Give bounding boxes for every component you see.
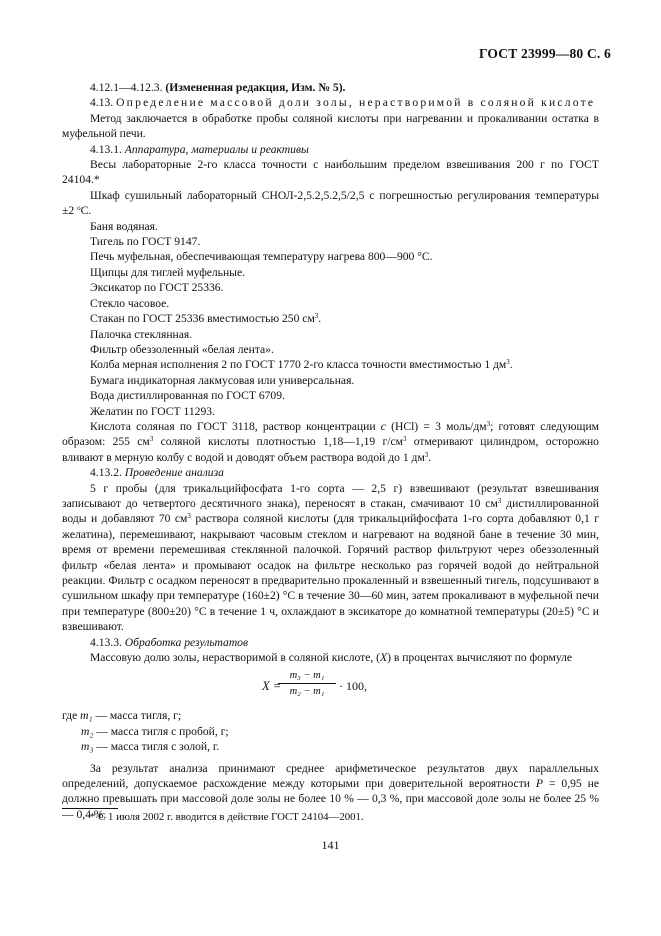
method-paragraph: Метод заключается в обработке пробы соляной кислоты при нагревании и прокаливании остатка в муфельной печи.	[62, 111, 599, 141]
equipment-item: Вода дистиллированная по ГОСТ 6709.	[90, 389, 285, 403]
clause-4-13-3: 4.13.3. Обработка результатов	[90, 635, 249, 649]
where-item: где m₁ — масса тигля, г;	[62, 709, 182, 723]
procedure-paragraph: 5 г пробы (для трикальцийфосфата 1-го сорта — 2,5 г) взвешивают (результат взвешивания записывают до четвертого десятичного знака), переносят в стакан, смачивают 10 $см^3$ дистиллированной воды и добавляют 70 $см^3$ раствора соляной кислоты (для трикальцийфосфата 1-го сорта добавляют 0,1 г желатина), перемешивают, накрывают часовым стеклом и нагревают на водяной бане в течение 30 мин, время от времени перемешивая стеклянной палочкой. Горячий раствор фильтруют через обеззоленный фильтр «белая лента» и промывают осадок на фильтре несколько раз горячей водой до нейтральной реакции. Фильтр с осадком переносят в предварительно прокаленный и взвешенный тигель, подсушивают в сушильном шкафу при температуре (160±2) °С в течение 30—60 мин, затем прокаливают в муфельной печи при температуре (800±20) °С в течение 1 ч, охлаждают в эксикаторе до комнатной температуры (20±5) °С и взвешивают.	[62, 481, 600, 634]
formula	[62, 668, 599, 704]
where-item: m₃ — масса тигля с золой, г.	[81, 740, 220, 754]
body-text	[62, 80, 599, 822]
beaker-item: Стакан по ГОСТ 25336 вместимостью 250 $см^3$.	[90, 312, 322, 326]
formula-denominator: m₂ − m₁	[289, 686, 325, 698]
clause-4-12-1: 4.12.1—4.12.3. (Измененная редакция, Изм. № 5).	[90, 81, 346, 94]
clause-4-13-1: 4.13.1. Аппаратура, материалы и реактивы	[90, 142, 309, 156]
clause-4-13-2: 4.13.2. Проведение анализа	[90, 466, 224, 480]
formula-numerator: m₃ − m₁	[278, 668, 336, 684]
oven-item: Шкаф сушильный лабораторный СНОЛ-2,5.2,5.2,5/2,5 с погрешностью регулирования температуры ±2 $^o$С.	[62, 188, 599, 218]
equipment-item: Щипцы для тиглей муфельные.	[90, 265, 245, 279]
flask-item: Колба мерная исполнения 2 по ГОСТ 1770 2-го класса точности вместимостью 1 $дм^3$.	[90, 358, 513, 372]
result-paragraph: За результат анализа принимают среднее арифметическое результатов двух параллельных определений, допускаемое расхождение между которыми при доверительной вероятности P = 0,95 не должно превышать при массовой доле золы не более 10 % — 0,3 %, при массовой доле золы не более 25 % — 0,4 %.	[62, 761, 599, 821]
where-item: m₂ — масса тигля с пробой, г;	[81, 724, 229, 738]
clause-4-13: 4.13. Определение массовой доли золы, нерастворимой в соляной кислоте	[90, 96, 596, 110]
equipment-item: Фильтр обеззоленный «белая лента».	[90, 342, 274, 356]
acid-item: Кислота соляная по ГОСТ 3118, раствор концентрации с (HCl) = 3 моль/$дм^3$; готовят следующим образом: 255 $см^3$ соляной кислоты плотностью 1,18—1,19 $г/см^3$ отмеривают цилиндром, осторожно вливают в мерную колбу с водой и доводят объем раствора водой до 1 $дм^3$.	[62, 419, 599, 464]
equipment-item: Палочка стеклянная.	[90, 327, 193, 341]
equipment-item: Бумага индикаторная лакмусовая или универсальная.	[90, 373, 355, 387]
formula-multiplier: · 100,	[339, 679, 367, 694]
calculation-paragraph: Массовую долю золы, нерастворимой в соляной кислоте, (X) в процентах вычисляют по формуле	[90, 651, 573, 665]
equipment-item: Печь муфельная, обеспечивающая температуру нагрева 800—900 °С.	[90, 250, 433, 264]
subsection-title: Аппаратура, материалы и реактивы	[124, 142, 309, 156]
formula-lhs: X =	[262, 679, 282, 694]
equipment-item: Желатин по ГОСТ 11293.	[90, 404, 215, 418]
page-header: ГОСТ 23999—80 С. 6	[478, 46, 611, 61]
subsection-title: Проведение анализа	[124, 466, 224, 480]
formula-fraction	[278, 668, 336, 699]
equipment-item: Тигель по ГОСТ 9147.	[90, 235, 201, 249]
footnote: * С 1 июля 2002 г. вводится в действие ГОСТ 24104—2001.	[90, 811, 364, 823]
subsection-title: Обработка результатов	[124, 635, 249, 649]
equipment-item: Эксикатор по ГОСТ 25336.	[90, 281, 224, 295]
equipment-item: Стекло часовое.	[90, 296, 170, 310]
equipment-item: Баня водяная.	[90, 219, 158, 233]
footnote-divider	[62, 808, 118, 809]
scales-item: Весы лабораторные 2-го класса точности с наибольшим пределом взвешивания 200 г по ГОСТ 24104.*	[62, 158, 599, 187]
section-title: Определение массовой доли золы, нерастворимой в соляной кислоте	[116, 96, 596, 110]
page-number: 141	[321, 838, 340, 852]
